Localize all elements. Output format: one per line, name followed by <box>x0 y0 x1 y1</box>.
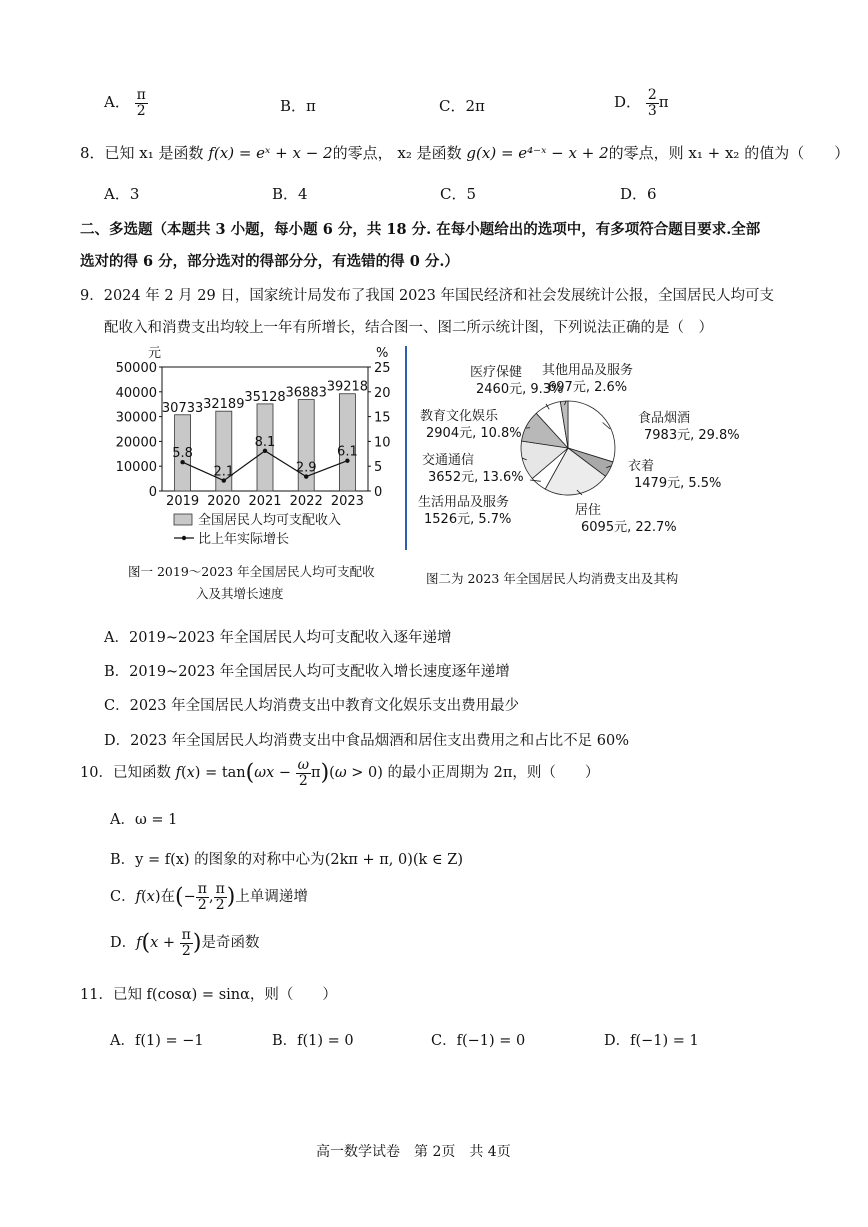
pie-label-value: 6095元, 22.7% <box>581 520 677 535</box>
q11-stem: 11．已知 f(cosα) = sinα，则（ ） <box>80 987 337 1003</box>
pie-label-value: 1526元, 5.7% <box>424 512 512 527</box>
figure-1-chart <box>110 343 400 553</box>
legend-swatch-bar <box>174 514 192 525</box>
y-tick-label-left: 50000 <box>115 361 157 376</box>
pie-label-category: 其他用品及服务 <box>542 363 634 378</box>
q11-option-c: C．f(−1) = 0 <box>431 1033 526 1049</box>
pie-label <box>542 362 633 395</box>
q10-option-d: D．f(x + $\frac{\pi}{2}$ )是奇函数 <box>110 927 260 959</box>
q10-option-b: B．y = f(x) 的图象的对称中心为(2kπ + π, 0)(k ∈ Z) <box>110 852 464 868</box>
y-tick-label-left: 40000 <box>115 385 157 401</box>
pie-label <box>422 452 524 485</box>
pie-label-category: 衣着 <box>628 459 655 474</box>
growth-value-label: 2.9 <box>295 460 317 476</box>
q9-stem-1: 9．2024 年 2 月 29 日，国家统计局发布了我国 2023 年国民经济和社会发展统计公报，全国居民人均可支 <box>80 288 774 304</box>
growth-value-label: 5.8 <box>172 446 193 462</box>
y-tick-label-right: 0 <box>374 485 383 500</box>
y-tick-label-left: 10000 <box>115 460 157 476</box>
pie-label-value: 2904元, 10.8% <box>426 426 522 441</box>
q7-option-a: A． $\frac{\pi}{2}$ <box>104 87 146 119</box>
figure-2-caption: 图二为 2023 年全国居民人均消费支出及其构 <box>426 571 679 586</box>
y-axis-right-unit: % <box>376 346 389 361</box>
pie-label-category: 居住 <box>575 503 602 518</box>
bar-value-label: 35128 <box>244 389 286 405</box>
growth-value-label: 6.1 <box>337 444 358 460</box>
fraction: $\frac{\pi}{2}$ <box>136 87 146 119</box>
bar <box>339 394 355 491</box>
q8-option-a: A．3 <box>104 185 140 203</box>
q7-option-b: B．π <box>280 97 316 115</box>
section-heading: 二、多选题（本题共 3 小题，每小题 6 分，共 18 分. 在每小题给出的选项中，有多项符合题目要求.全部 <box>80 221 761 238</box>
pie-label <box>420 408 522 441</box>
pie-label <box>638 410 740 443</box>
legend-swatch-point <box>182 536 186 540</box>
legend-label-line: 比上年实际增长 <box>198 532 290 547</box>
q11-option-b: B．f(1) = 0 <box>272 1033 354 1049</box>
section-heading-cont: 选对的得 6 分，部分选对的得部分分，有选错的得 0 分.） <box>80 253 459 270</box>
pie-label-category: 交通通信 <box>422 453 475 468</box>
fig1-plot <box>116 346 391 547</box>
growth-value-label: 2.1 <box>213 464 235 480</box>
y-tick-label-left: 0 <box>148 485 157 500</box>
legend-label-bar: 全国居民人均可支配收入 <box>198 513 342 528</box>
q10-option-c: C．f(x)在(− $\frac{\pi}{2}$ , $\frac{\pi}{2}$ )上单调递增 <box>110 881 308 913</box>
bar-value-label: 39218 <box>326 379 369 395</box>
x-tick-label: 2022 <box>289 494 323 509</box>
y-tick-label-left: 30000 <box>115 410 157 426</box>
pie-label <box>418 494 511 527</box>
pie-label-value: 1479元, 5.5% <box>634 476 722 491</box>
q8-option-c: C．5 <box>440 185 477 203</box>
q9-option-a: A．2019~2023 年全国居民人均可支配收入逐年递增 <box>104 630 452 646</box>
q8-option-b: B．4 <box>272 185 308 203</box>
q9-option-d: D．2023 年全国居民人均消费支出中食品烟酒和居住支出费用之和占比不足 60% <box>104 733 629 749</box>
fig2-plot <box>418 362 740 535</box>
y-axis-left-unit: 元 <box>148 346 162 361</box>
bar-value-label: 30733 <box>161 400 204 416</box>
pie-label-category: 生活用品及服务 <box>418 495 510 510</box>
q7-option-d: D． $\frac{2}{3}$ π <box>614 87 669 119</box>
pie-label <box>628 459 721 491</box>
pie-label-category: 教育文化娱乐 <box>420 409 499 424</box>
q9-option-b: B．2019~2023 年全国居民人均可支配收入增长速度逐年递增 <box>104 664 510 680</box>
figure-2-chart <box>410 346 740 546</box>
q10-stem: 10．已知函数 f(x) = tan(ωx − $\frac{\omega}{2}$ π)(ω > 0) 的最小正周期为 2π，则（ ） <box>80 757 600 789</box>
pie-label-value: 697元, 2.6% <box>548 380 628 395</box>
pie-label <box>575 503 677 535</box>
q8-option-d: D．6 <box>620 185 657 203</box>
q7-option-c: C．2π <box>439 97 485 115</box>
q9-option-c: C．2023 年全国居民人均消费支出中教育文化娱乐支出费用最少 <box>104 698 520 714</box>
y-tick-label-right: 10 <box>374 435 391 451</box>
figure-1-caption-cont: 入及其增长速度 <box>196 586 284 601</box>
bar-value-label: 32189 <box>203 397 245 413</box>
bar-value-label: 36883 <box>285 385 327 401</box>
q10-option-a: A．ω = 1 <box>110 812 178 828</box>
y-tick-label-right: 15 <box>374 410 391 426</box>
y-tick-label-left: 20000 <box>115 435 157 451</box>
growth-value-label: 8.1 <box>254 434 276 450</box>
figure-1-caption: 图一 2019～2023 年全国居民人均可支配收 <box>128 564 375 579</box>
q11-option-d: D．f(−1) = 1 <box>604 1033 699 1049</box>
pie-label-value: 2460元, 9.3% <box>476 382 564 397</box>
fraction: $\frac{2}{3}$ <box>647 87 657 119</box>
pie-label-category: 医疗保健 <box>470 365 523 380</box>
q10-function-expr: f(x) = tan(ωx − $\frac{\omega}{2}$ π)(ω > 0) <box>175 757 383 789</box>
page-footer: 高一数学试卷 第 2页 共 4页 <box>316 1144 511 1160</box>
pie-label-category: 食品烟酒 <box>638 411 691 426</box>
y-tick-label-right: 5 <box>374 460 383 476</box>
pie-label-value: 3652元, 13.6% <box>428 470 524 485</box>
pie-label-value: 7983元, 29.8% <box>644 428 740 443</box>
q8-stem: 8．已知 x₁ 是函数 f(x) = eˣ + x − 2的零点， x₂ 是函数 g(x) = e⁴⁻ˣ − x + 2的零点，则 x₁ + x₂ 的值为（ ） <box>80 144 850 162</box>
q9-stem-2: 配收入和消费支出均较上一年有所增长，结合图一、图二所示统计图，下列说法正确的是（ ） <box>104 320 713 336</box>
x-tick-label: 2020 <box>207 494 241 509</box>
y-tick-label-right: 20 <box>374 385 391 401</box>
q11-option-a: A．f(1) = −1 <box>110 1033 204 1049</box>
y-tick-label-right: 25 <box>374 361 391 376</box>
x-tick-label: 2019 <box>166 494 200 509</box>
x-tick-label: 2023 <box>330 494 364 509</box>
x-tick-label: 2021 <box>248 494 282 509</box>
figure-divider <box>405 346 407 550</box>
